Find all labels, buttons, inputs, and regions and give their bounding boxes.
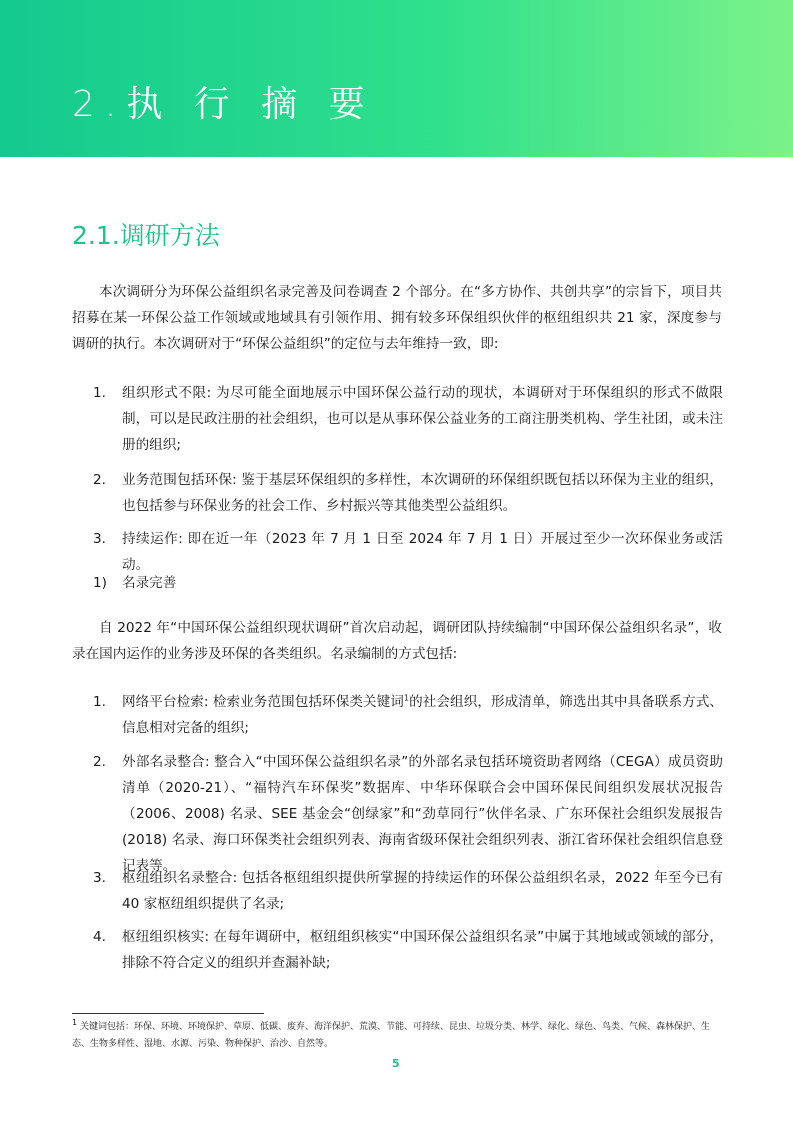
list-text: 枢纽组织名录整合: 包括各枢纽组织提供所掌握的持续运作的环保公益组织名录，2022 年至今已有 40 家枢纽组织提供了名录; [122, 870, 723, 912]
method-item [93, 749, 723, 879]
criteria-item [93, 380, 723, 458]
list-text-part: 的社会组织，形成清单，筛选出其中具备联系方式、信息相对完备的组织; [122, 694, 723, 736]
footnote [72, 1019, 724, 1053]
list-text: 业务范围包括环保: 鉴于基层环保组织的多样性，本次调研的环保组织既包括以环保为主业的组织，也包括参与环保业务的社会工作、乡村振兴等其他类型公益组织。 [122, 472, 723, 514]
footnote-mark: 1 [72, 1018, 78, 1027]
page-number: 5 [392, 1057, 400, 1070]
directory-intro-paragraph: 自 2022 年“中国环保公益组织现状调研”首次启动起，调研团队持续编制“中国环保公益组织名录”，收录在国内运作的业务涉及环保的各类组织。名录编制的方式包括: [72, 620, 722, 662]
chapter-title: 2.执 行 摘 要 [72, 84, 375, 125]
list-number: 3. [93, 531, 106, 547]
list-text: 外部名录整合: 整合入“中国环保公益组织名录”的外部名录包括环境资助者网络（CEGA）成员资助清单（2020-21）、“福特汽车环保奖”数据库、中华环保联合会中国环保民间组织发展状况报告（2006、2008) 名录、SEE 基金会“创绿家”和“劲草同行”伙伴名录、广东环保社会组织发展报告 (2018) 名录、海口环保类社会组织列表、海南省级环保社会组织列表、浙江省环保社会组织信息登记表等。 [122, 754, 723, 874]
list-number: 2. [93, 472, 106, 488]
list-number: 4. [93, 929, 106, 945]
list-number: 3. [93, 870, 106, 886]
list-text: 组织形式不限: 为尽可能全面地展示中国环保公益行动的现状，本调研对于环保组织的形式不做限制，可以是民政注册的社会组织，也可以是从事环保公益业务的工商注册类机构、学生社团，或未注册的组织; [122, 385, 723, 453]
list-number: 1. [93, 385, 106, 401]
footnote-ref: 1 [403, 693, 410, 703]
list-number: 2. [93, 754, 106, 770]
method-item [93, 689, 723, 741]
list-text [122, 689, 723, 741]
list-text: 持续运作: 即在近一年（2023 年 7 月 1 日至 2024 年 7 月 1 日）开展过至少一次环保业务或活动。 [122, 531, 723, 573]
footnote-divider [72, 1013, 264, 1014]
section-title: 2.1.调研方法 [72, 221, 220, 250]
method-item [93, 865, 723, 917]
method-item [93, 924, 723, 976]
list-number: 1. [93, 694, 106, 710]
header-banner [0, 0, 793, 157]
criteria-item [93, 467, 723, 519]
subsection-number: 1) [93, 575, 107, 591]
footnote-text: 关键词包括：环保、环境、环境保护、草原、低碳、废弃、海洋保护、荒漠、节能、可持续、昆虫、垃圾分类、林学、绿化、绿色、鸟类、气候、森林保护、生态、生物多样性、湿地、水源、污染、物种保护、治沙、自然等。 [72, 1022, 710, 1049]
list-text: 枢纽组织核实: 在每年调研中，枢纽组织核实“中国环保公益组织名录”中属于其地域或领域的部分，排除不符合定义的组织并查漏补缺; [122, 929, 723, 971]
subsection-heading [93, 570, 723, 596]
subsection-title: 名录完善 [122, 575, 177, 591]
intro-paragraph: 本次调研分为环保公益组织名录完善及问卷调查 2 个部分。在“多方协作、共创共享”的宗旨下，项目共招募在某一环保公益工作领域或地域具有引领作用、拥有较多环保组织伙伴的枢纽组织共 21 家，深度参与调研的执行。本次调研对于“环保公益组织”的定位与去年维持一致，即: [72, 284, 722, 352]
list-text-part: 网络平台检索: 检索业务范围包括环保类关键词 [122, 694, 404, 710]
